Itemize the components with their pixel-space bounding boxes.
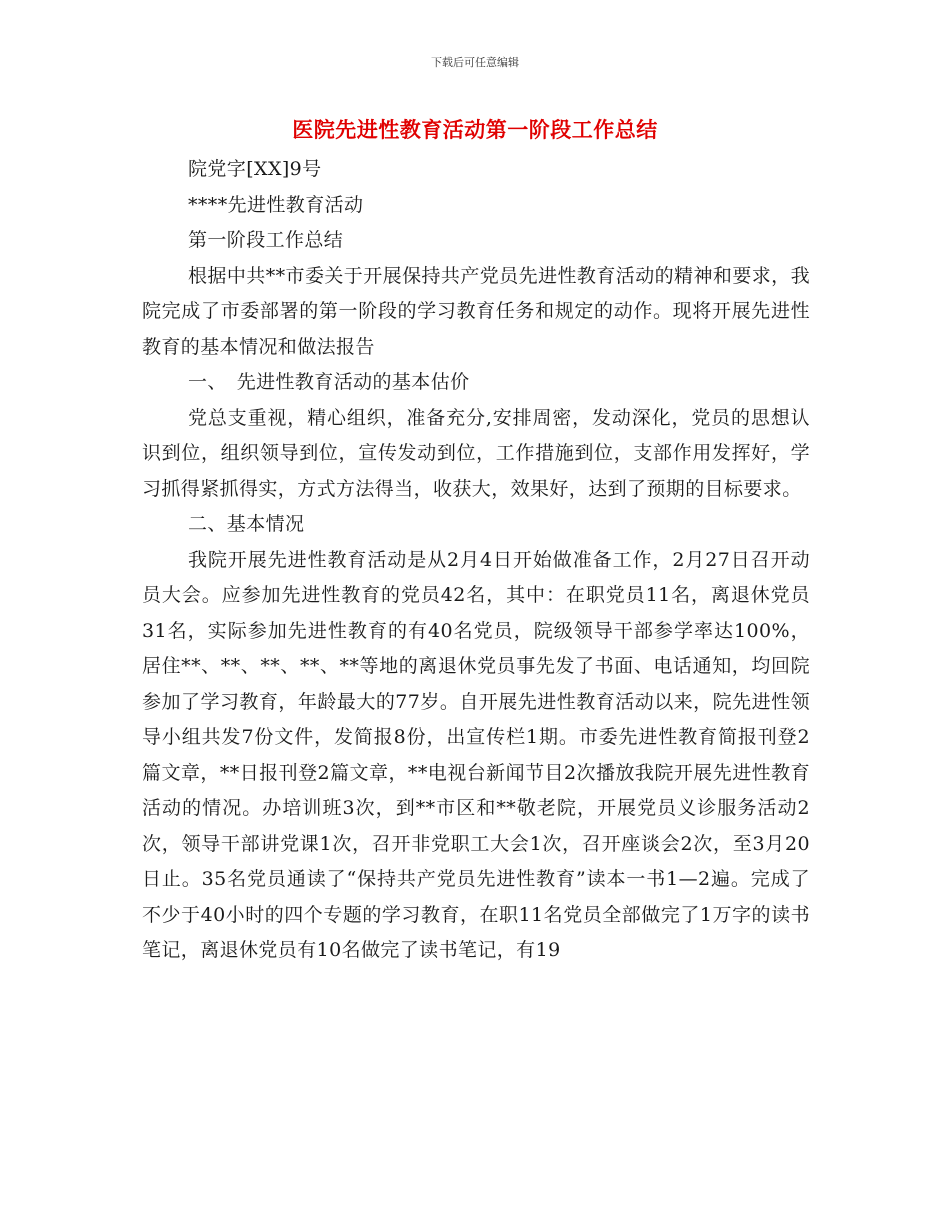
- section-heading-2: 二、基本情况: [188, 513, 305, 535]
- section-heading-1: 一、 先进性教育活动的基本估价: [188, 371, 470, 393]
- doc-number: 院党字[XX]9号: [188, 158, 322, 180]
- document-body: [142, 152, 810, 969]
- header-note: 下载后可任意编辑: [431, 56, 519, 69]
- subtitle-line-1: ****先进性教育活动: [188, 193, 364, 216]
- situation-paragraph: 我院开展先进性教育活动是从2月4日开始做准备工作，2月27日召开动员大会。应参加先进性教育的党员42名，其中：在职党员11名，离退休党员31名，实际参加先进性教育的有40名党员，院级领导干部参学率达100%，居住**、**、**、**、**等地的离退休党员事先发了书面、电话通知，均回院参加了学习教育，年龄最大的77岁。自开展先进性教育活动以来，院先进性领导小组共发7份文件，发简报8份，出宣传栏1期。市委先进性教育简报刊登2篇文章，**日报刊登2篇文章，**电视台新闻节目2次播放我院开展先进性教育活动的情况。办培训班3次，到**市区和**敬老院，开展党员义诊服务活动2次，领导干部讲党课1次，召开非党职工大会1次，召开座谈会2次，至3月20日止。35名党员通读了“保持共产党员先进性教育”读本一书1—2遍。完成了不少于40小时的四个专题的学习教育，在职11名党员全部做完了1万字的读书笔记，离退休党员有10名做完了读书笔记，有19: [142, 548, 810, 961]
- assessment-paragraph: 党总支重视，精心组织，准备充分,安排周密，发动深化，党员的思想认识到位，组织领导到位，宣传发动到位，工作措施到位，支部作用发挥好，学习抓得紧抓得实，方式方法得当，收获大，效果好，达到了预期的目标要求。: [142, 406, 810, 500]
- subtitle-line-2: 第一阶段工作总结: [188, 229, 344, 251]
- document-title: 医院先进性教育活动第一阶段工作总结: [292, 118, 658, 142]
- intro-paragraph: 根据中共**市委关于开展保持共产党员先进性教育活动的精神和要求，我院完成了市委部署的第一阶段的学习教育任务和规定的动作。现将开展先进性教育的基本情况和做法报告: [142, 264, 810, 358]
